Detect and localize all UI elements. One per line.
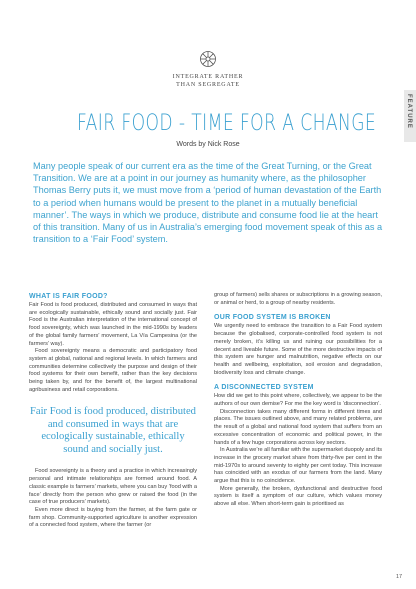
principle-kicker xyxy=(148,73,268,89)
heading-what-is-fair-food: WHAT IS FAIR FOOD? xyxy=(29,293,108,300)
body-paragraph: More generally, the broken, dysfunctional and destructive food system is itself a symptom of our culture, which values money above all else. When short-term gain is prioritised as xyxy=(214,485,382,508)
right-column xyxy=(214,292,382,509)
body-paragraph: Even more direct is buying from the farmer, at the farm gate or farm shop. Community-supported agriculture is another expression of a connected food system, where the farmer (or xyxy=(29,506,197,529)
body-paragraph: Food sovereignty is a theory and a practice in which increasingly personal and intimate relationships are formed around food. A classic example is farmers’ markets, where you can buy ‘food with a face’ directly from the person who grew or raised the food (in the case of true producers’ markets). xyxy=(29,468,197,506)
left-column xyxy=(29,292,197,530)
heading-disconnected-system: A DISCONNECTED SYSTEM xyxy=(214,384,314,392)
body-paragraph: Disconnection takes many different forms in different times and places. The issues outlined above, and many related problems, are the result of a global and national food system that suffers from an excessive concentration of economic and political power, in the hands of a few huge corporations across key sectors. xyxy=(214,408,382,446)
permaculture-principle-icon xyxy=(199,50,217,68)
body-paragraph: Fair Food is food produced, distributed and consumed in ways that are ecologically sustainable, ethically sound and socially just. Fair Food is the Australian interpretation of the international concept of food sovereignty, which was launched in the mid-1990s by leaders of the global family farmers’ movement, La Vía Campesina (or the farmers’ way). xyxy=(29,302,197,347)
body-paragraph: In Australia we’re all familiar with the supermarket duopoly and its increase in the grocery market share from thirty-five per cent in the mid-1970s to around seventy to eighty per cent today. This increase has coincided with an exodus of our farmers from the land. Many argue that this is no coincidence. xyxy=(214,447,382,485)
article-title: FAIR FOOD - TIME FOR A CHANGE xyxy=(76,110,377,136)
body-paragraph: Food sovereignty means a democratic and participatory food system at global, national and regional levels. In which farmers and communities determine collectively the purpose and design of their food systems for their own benefit, rather than the key decisions being taken by, and for the benefit of, the largest multinational agribusiness and retail corporations. xyxy=(29,348,197,393)
byline: Words by Nick Rose xyxy=(176,141,240,148)
section-tab xyxy=(404,90,416,142)
heading-food-system-broken: OUR FOOD SYSTEM IS BROKEN xyxy=(214,314,331,322)
kicker-line-1: INTEGRATE RATHER xyxy=(172,74,244,80)
body-paragraph: We urgently need to embrace the transition to a Fair Food system because the globalised, corporate-controlled food system is not merely broken, it’s killing us and ruining our possibilities for a decent and liveable future. Some of the more destructive impacts of this system are hunger and malnutrition, negative effects on our health and wellbeing, exploitation, soil erosion and degradation, biodiversity loss and climate change. xyxy=(214,323,382,376)
pull-quote: Fair Food is food produced, distributed and consumed in ways that are ecologically sustainable, ethically sound and socially just. xyxy=(30,406,196,455)
section-tab-label: FEATURE xyxy=(406,94,412,129)
lede-paragraph: Many people speak of our current era as the time of the Great Turning, or the Great Transition. We are at a point in our journey as humanity where, as the philosopher Thomas Berry puts it, we must move from a ‘period of human devastation of the Earth to a period when humans would be present to the planet in a mutually beneficial manner’. The ways in which we produce, distribute and consume food lie at the heart of this transition. Many of us in Australia’s emerging food movement speak of this as a transition to a ‘Fair Food’ system. xyxy=(33,161,383,245)
body-paragraph: How did we get to this point where, collectively, we appear to be the authors of our own demise? For me the key word is ‘disconnection’. xyxy=(214,393,382,408)
body-paragraph: group of farmers) sells shares or subscriptions in a growing season, or animal or herd, to a group of nearby residents. xyxy=(214,292,382,306)
kicker-line-2: THAN SEGREGATE xyxy=(176,82,240,88)
page-number: 17 xyxy=(396,574,403,580)
